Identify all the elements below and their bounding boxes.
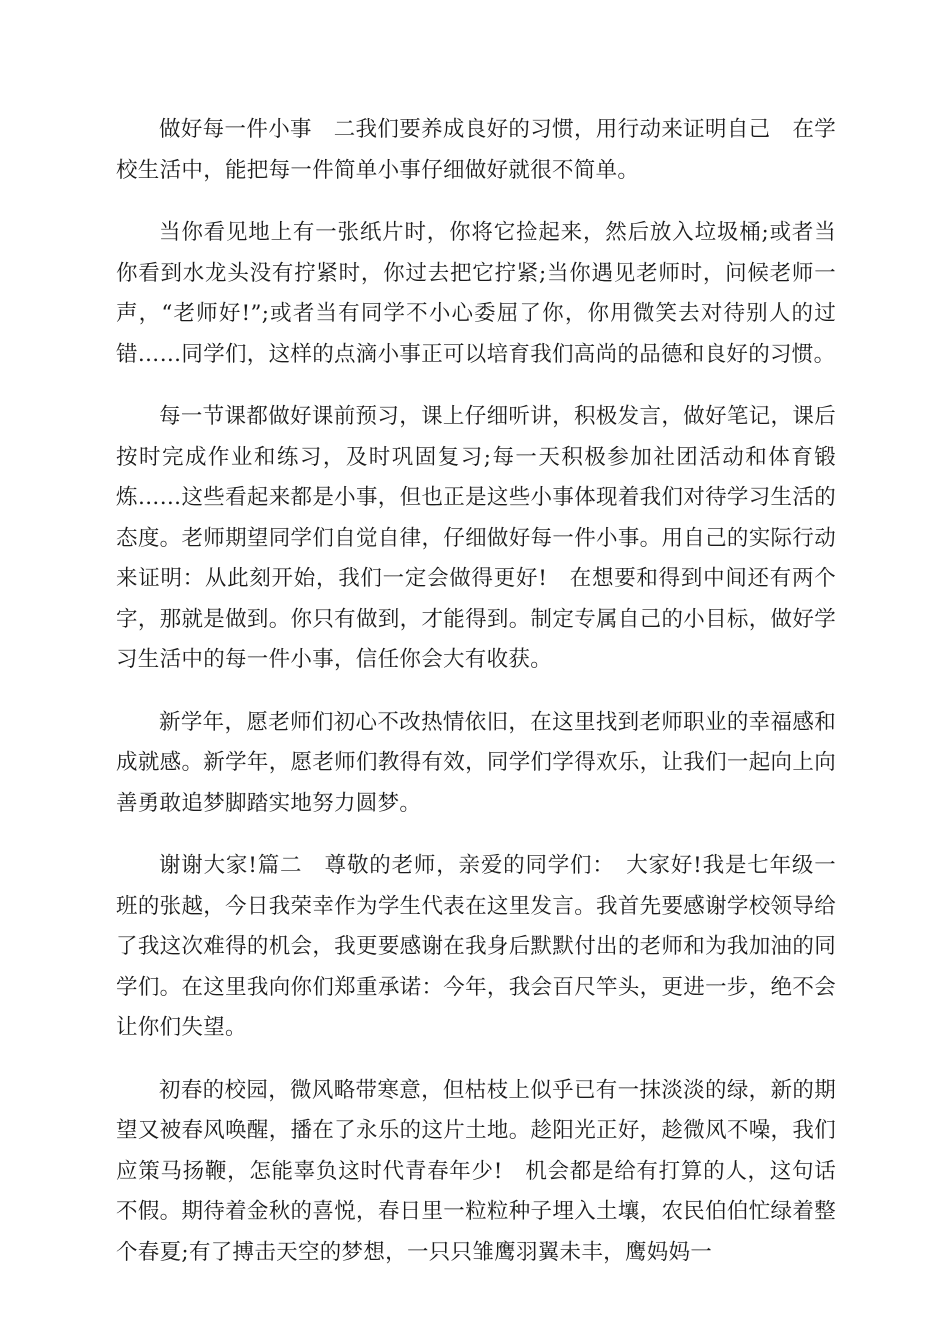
paragraph-4: 新学年，愿老师们初心不改热情依旧，在这里找到老师职业的幸福感和成就感。新学年，愿老师们教得有效，同学们学得欢乐，让我们一起向上向善勇敢追梦脚踏实地努力圆梦。 [116, 709, 836, 816]
paragraph-2: 当你看见地上有一张纸片时，你将它捡起来，然后放入垃圾桶;或者当你看到水龙头没有拧紧时，你过去把它拧紧;当你遇见老师时，问候老师一声，“老师好!”;或者当有同学不小心委屈了你，你用微笑去对待别人的过错……同学们，这样的点滴小事正可以培育我们高尚的品德和良好的习惯。 [116, 220, 836, 367]
paragraph-6: 初春的校园，微风略带寒意，但枯枝上似乎已有一抹淡淡的绿，新的期望又被春风唤醒，播在了永乐的这片土地。趁阳光正好，趁微风不噪，我们应策马扬鞭，怎能辜负这时代青春年少! 机会都是给有打算的人，这句话不假。期待着金秋的喜悦，春日里一粒粒种子埋入土壤，农民伯伯忙绿着整个春夏;有了搏击天空的梦想，一只只雏鹰羽翼未丰，鹰妈妈一 [116, 1077, 836, 1265]
document-body [116, 110, 836, 1295]
paragraph-3: 每一节课都做好课前预习，课上仔细听讲，积极发言，做好笔记，课后按时完成作业和练习，及时巩固复习;每一天积极参加社团活动和体育锻炼……这些看起来都是小事，但也正是这些小事体现着我们对待学习生活的态度。老师期望同学们自觉自律，仔细做好每一件小事。用自己的实际行动来证明：从此刻开始，我们一定会做得更好! 在想要和得到中间还有两个字，那就是做到。你只有做到，才能得到。制定专属自己的小目标，做好学习生活中的每一件小事，信任你会大有收获。 [116, 404, 836, 672]
paragraph-1: 做好每一件小事 二我们要养成良好的习惯，用行动来证明自己 在学校生活中，能把每一件简单小事仔细做好就很不简单。 [116, 117, 836, 183]
paragraph-5: 谢谢大家!篇二 尊敬的老师，亲爱的同学们： 大家好!我是七年级一班的张越，今日我荣幸作为学生代表在这里发言。我首先要感谢学校领导给了我这次难得的机会，我更要感谢在我身后默默付出的老师和为我加油的同学们。在这里我向你们郑重承诺：今年，我会百尺竿头，更进一步，绝不会让你们失望。 [116, 853, 836, 1040]
